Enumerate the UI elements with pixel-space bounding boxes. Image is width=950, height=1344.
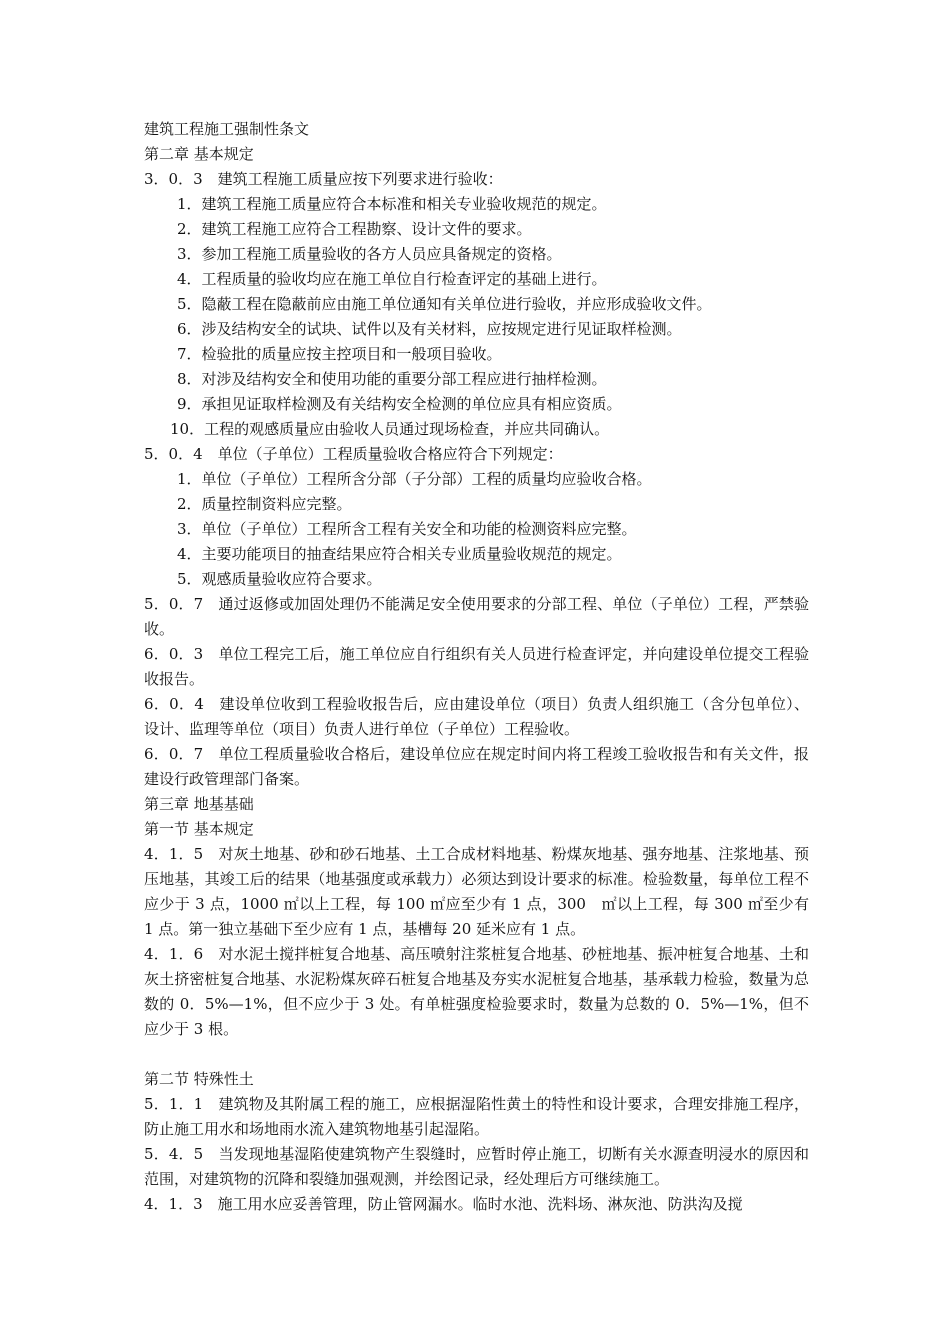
clause-4-1-6: 4．1．6 对水泥土搅拌桩复合地基、高压喷射注浆桩复合地基、砂桩地基、振冲桩复合地基、土和灰土挤密桩复合地基、水泥粉煤灰碎石桩复合地基及夯实水泥桩复合地基，基承载力检验，数量为总数的 0．5%—1%，但不应少于 3 处。有单桩强度检验要求时，数量为总数的 0．5%—1%，但不应少于 3 根。 bbox=[144, 945, 809, 1038]
clause-5-1-1: 5．1．1 建筑物及其附属工程的施工，应根据湿陷性黄土的特性和设计要求，合理安排施工程序，防止施工用水和场地雨水流入建筑物地基引起湿陷。 bbox=[144, 1095, 809, 1138]
clause-3-0-3-item-7: 7．检验批的质量应按主控项目和一般项目验收。 bbox=[177, 345, 502, 363]
document-title: 建筑工程施工强制性条文 bbox=[144, 120, 310, 138]
document-page bbox=[144, 117, 809, 1217]
clause-3-0-3-item-2: 2．建筑工程施工应符合工程勘察、设计文件的要求。 bbox=[177, 220, 532, 238]
clause-3-0-3: 3．0．3 建筑工程施工质量应按下列要求进行验收： bbox=[144, 170, 503, 188]
clause-3-0-3-item-3: 3．参加工程施工质量验收的各方人员应具备规定的资格。 bbox=[177, 245, 562, 263]
clause-6-0-7: 6．0．7 单位工程质量验收合格后，建设单位应在规定时间内将工程竣工验收报告和有关文件，报建设行政管理部门备案。 bbox=[144, 745, 809, 788]
clause-4-1-5: 4．1．5 对灰土地基、砂和砂石地基、土工合成材料地基、粉煤灰地基、强夯地基、注浆地基、预压地基，其竣工后的结果（地基强度或承载力）必须达到设计要求的标准。检验数量，每单位工程不应少于 3 点，1000 ㎡以上工程，每 100 ㎡应至少有 1 点，300 ㎡以上工程，每 300 ㎡至少有 1 点。第一独立基础下至少应有 1 点，基槽每 20 延米应有 1 点。 bbox=[144, 845, 809, 938]
clause-3-0-3-item-5: 5．隐蔽工程在隐蔽前应由施工单位通知有关单位进行验收，并应形成验收文件。 bbox=[177, 295, 712, 313]
clause-3-0-3-item-10: 10．工程的观感质量应由验收人员通过现场检查，并应共同确认。 bbox=[170, 420, 610, 438]
clause-3-0-3-item-4: 4．工程质量的验收均应在施工单位自行检查评定的基础上进行。 bbox=[177, 270, 607, 288]
clause-3-0-3-item-8: 8．对涉及结构安全和使用功能的重要分部工程应进行抽样检测。 bbox=[177, 370, 607, 388]
clause-5-0-4: 5．0．4 单位（子单位）工程质量验收合格应符合下列规定： bbox=[144, 445, 563, 463]
clause-6-0-4: 6．0．4 建设单位收到工程验收报告后，应由建设单位（项目）负责人组织施工（含分包单位）、设计、监理等单位（项目）负责人进行单位（子单位）工程验收。 bbox=[144, 695, 809, 738]
clause-3-0-3-item-6: 6．涉及结构安全的试块、试件以及有关材料，应按规定进行见证取样检测。 bbox=[177, 320, 682, 338]
clause-5-0-4-item-4: 4．主要功能项目的抽查结果应符合相关专业质量验收规范的规定。 bbox=[177, 545, 622, 563]
clause-5-4-5: 5．4．5 当发现地基湿陷使建筑物产生裂缝时，应暂时停止施工，切断有关水源查明浸水的原因和范围，对建筑物的沉降和裂缝加强观测，并绘图记录，经处理后方可继续施工。 bbox=[144, 1145, 809, 1188]
clause-5-0-4-item-5: 5．观感质量验收应符合要求。 bbox=[177, 570, 382, 588]
blank-line bbox=[144, 1042, 809, 1067]
clause-4-1-3: 4．1．3 施工用水应妥善管理，防止管网漏水。临时水池、洗料场、淋灰池、防洪沟及搅 bbox=[144, 1195, 743, 1213]
clause-5-0-4-item-3: 3．单位（子单位）工程所含工程有关安全和功能的检测资料应完整。 bbox=[177, 520, 637, 538]
chapter-3-heading: 第三章 地基基础 bbox=[144, 795, 254, 813]
chapter-2-heading: 第二章 基本规定 bbox=[144, 145, 254, 163]
clause-5-0-7: 5．0．7 通过返修或加固处理仍不能满足安全使用要求的分部工程、单位（子单位）工程，严禁验收。 bbox=[144, 595, 809, 638]
clause-6-0-3: 6．0．3 单位工程完工后，施工单位应自行组织有关人员进行检查评定，并向建设单位提交工程验收报告。 bbox=[144, 645, 809, 688]
clause-3-0-3-item-1: 1．建筑工程施工质量应符合本标准和相关专业验收规范的规定。 bbox=[177, 195, 607, 213]
section-2-heading: 第二节 特殊性土 bbox=[144, 1070, 254, 1088]
clause-5-0-4-item-2: 2．质量控制资料应完整。 bbox=[177, 495, 352, 513]
clause-5-0-4-item-1: 1．单位（子单位）工程所含分部（子分部）工程的质量均应验收合格。 bbox=[177, 470, 652, 488]
clause-3-0-3-item-9: 9．承担见证取样检测及有关结构安全检测的单位应具有相应资质。 bbox=[177, 395, 622, 413]
section-1-heading: 第一节 基本规定 bbox=[144, 820, 254, 838]
